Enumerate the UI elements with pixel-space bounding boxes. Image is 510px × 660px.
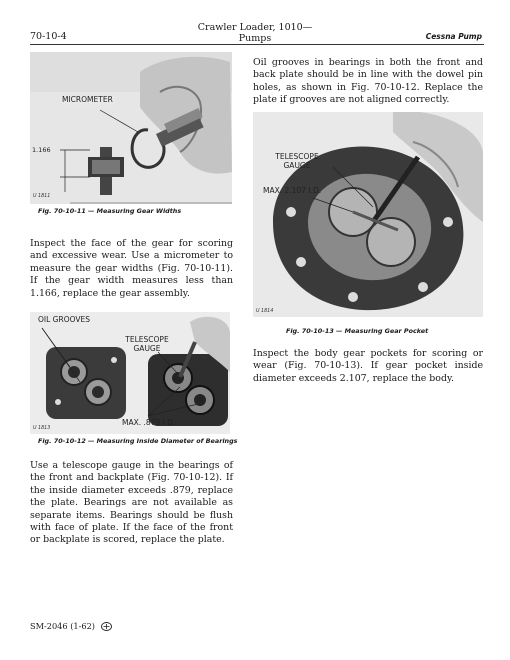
label-telescope-gauge-12 — [122, 336, 172, 353]
figure-13-image-code: U 1814 — [256, 309, 274, 314]
header-rule — [30, 44, 484, 45]
figure-12-caption: Fig. 70-10-12 — Measuring Inside Diameter of Bearings — [38, 437, 238, 445]
label-gear-width-dimension: 1.166 — [32, 146, 51, 154]
header-title-line1: Crawler Loader, 1010— — [197, 22, 313, 33]
label-telescope-13-line1: TELESCOPE — [275, 152, 319, 161]
printed-in-usa-logo-icon — [101, 622, 112, 633]
footer-code: SM-2046 (1-62) — [30, 621, 95, 631]
section-title: Cessna Pump — [425, 32, 482, 41]
paragraph-inspect-gear: Inspect the face of the gear for scoring and excessive wear. Use a micrometer to measure the gear widths (Fig. 70-10-11). If the gear width measures less than 1.166, replace the gear assembly. — [30, 238, 233, 299]
label-oil-grooves: OIL GROOVES — [38, 315, 91, 324]
paragraph-inspect-body: Inspect the body gear pockets for scoring or wear (Fig. 70-10-13). If gear pocket inside diameter exceeds 2.107, replace the body. — [253, 348, 483, 384]
figure-11-image-code: U 1811 — [33, 194, 51, 199]
paragraph-oil-grooves: Oil grooves in bearings in both the front and back plate should be in line with the dowel pin holes, as shown in Fig. 70-10-12. Replace the plate if grooves are not aligned correctly. — [253, 57, 483, 106]
figure-11-caption: Fig. 70-10-11 — Measuring Gear Widths — [38, 207, 182, 215]
figure-12-image-code: U 1813 — [33, 426, 51, 431]
label-telescope-gauge-13 — [267, 153, 327, 170]
label-max-2107: MAX. 2.107 I.D. — [263, 186, 322, 195]
paragraph-telescope-bearings: Use a telescope gauge in the bearings of the front and backplate (Fig. 70-10-12). If the inside diameter exceeds .879, replace the plate. Bearings are not available as separate items. Bearings should be flush with face of plate. If the face of the front or backplate is scored, replace the plate. — [30, 460, 233, 546]
micrometer-photo-illustration — [30, 52, 232, 204]
footer — [30, 621, 112, 633]
figure-gear-pocket-photo — [253, 112, 483, 317]
figure-micrometer-photo — [30, 52, 232, 204]
figure-13-caption: Fig. 70-10-13 — Measuring Gear Pocket — [286, 327, 429, 335]
label-telescope-12-line1: TELESCOPE — [125, 335, 169, 344]
label-telescope-12-line2: GAUGE — [133, 343, 161, 353]
label-telescope-13-line2: GAUGE — [283, 160, 311, 170]
label-max-879: MAX. .879 I.D. — [122, 418, 176, 427]
gear-pocket-photo-illustration — [253, 112, 483, 317]
bearings-photo-illustration — [30, 312, 230, 434]
header-title-line2: Pumps — [238, 33, 272, 44]
label-micrometer: MICROMETER — [62, 95, 113, 104]
page-number: 70-10-4 — [30, 31, 67, 42]
figure-bearings-photo — [30, 312, 230, 434]
